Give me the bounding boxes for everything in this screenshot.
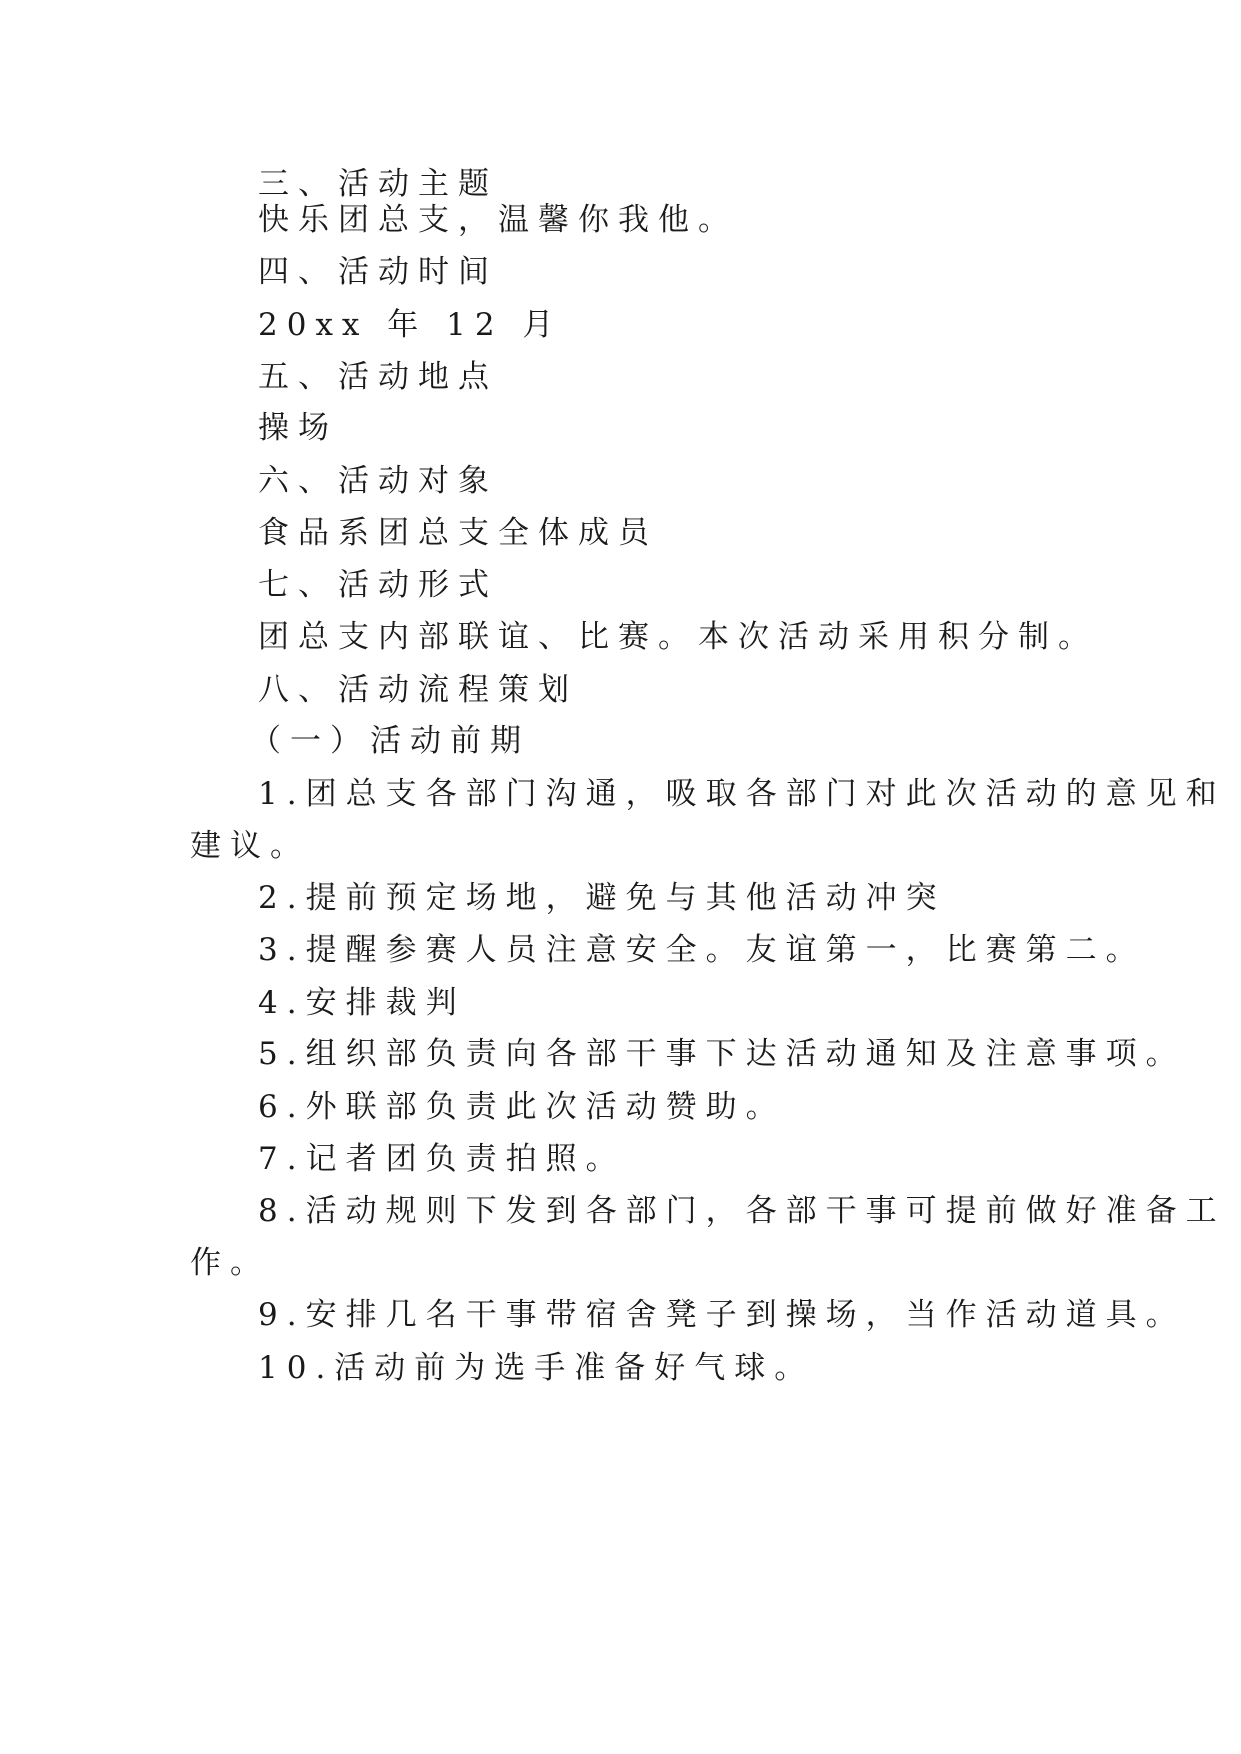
audience-text: 食品系团总支全体成员 (258, 515, 658, 551)
list-item-1-continued: 建议。 (190, 828, 310, 864)
section-heading-theme: 三、活动主题 (258, 166, 498, 202)
section-heading-time: 四、活动时间 (258, 254, 498, 290)
format-text: 团总支内部联谊、比赛。本次活动采用积分制。 (258, 619, 1098, 655)
list-item-8-continued: 作。 (190, 1245, 270, 1281)
list-item-3: 3.提醒参赛人员注意安全。友谊第一，比赛第二。 (258, 932, 1146, 968)
list-item-1: 1.团总支各部门沟通，吸取各部门对此次活动的意见和 (258, 776, 1226, 812)
list-item-5: 5.组织部负责向各部干事下达活动通知及注意事项。 (258, 1036, 1186, 1072)
time-text: 20xx 年 12 月 (258, 307, 563, 343)
section-heading-process: 八、活动流程策划 (258, 672, 578, 708)
theme-text: 快乐团总支，温馨你我他。 (258, 202, 738, 238)
section-heading-location: 五、活动地点 (258, 359, 498, 395)
section-heading-format: 七、活动形式 (258, 567, 498, 603)
list-item-9: 9.安排几名干事带宿舍凳子到操场，当作活动道具。 (258, 1297, 1186, 1333)
location-text: 操场 (258, 410, 338, 446)
section-heading-audience: 六、活动对象 (258, 463, 498, 499)
list-item-2: 2.提前预定场地，避免与其他活动冲突 (258, 880, 946, 916)
list-item-8: 8.活动规则下发到各部门，各部干事可提前做好准备工 (258, 1193, 1226, 1229)
list-item-4: 4.安排裁判 (258, 985, 466, 1021)
subsection-heading-pre-event: （一）活动前期 (250, 723, 530, 759)
list-item-10: 10.活动前为选手准备好气球。 (258, 1350, 815, 1386)
list-item-7: 7.记者团负责拍照。 (258, 1141, 626, 1177)
list-item-6: 6.外联部负责此次活动赞助。 (258, 1089, 786, 1125)
